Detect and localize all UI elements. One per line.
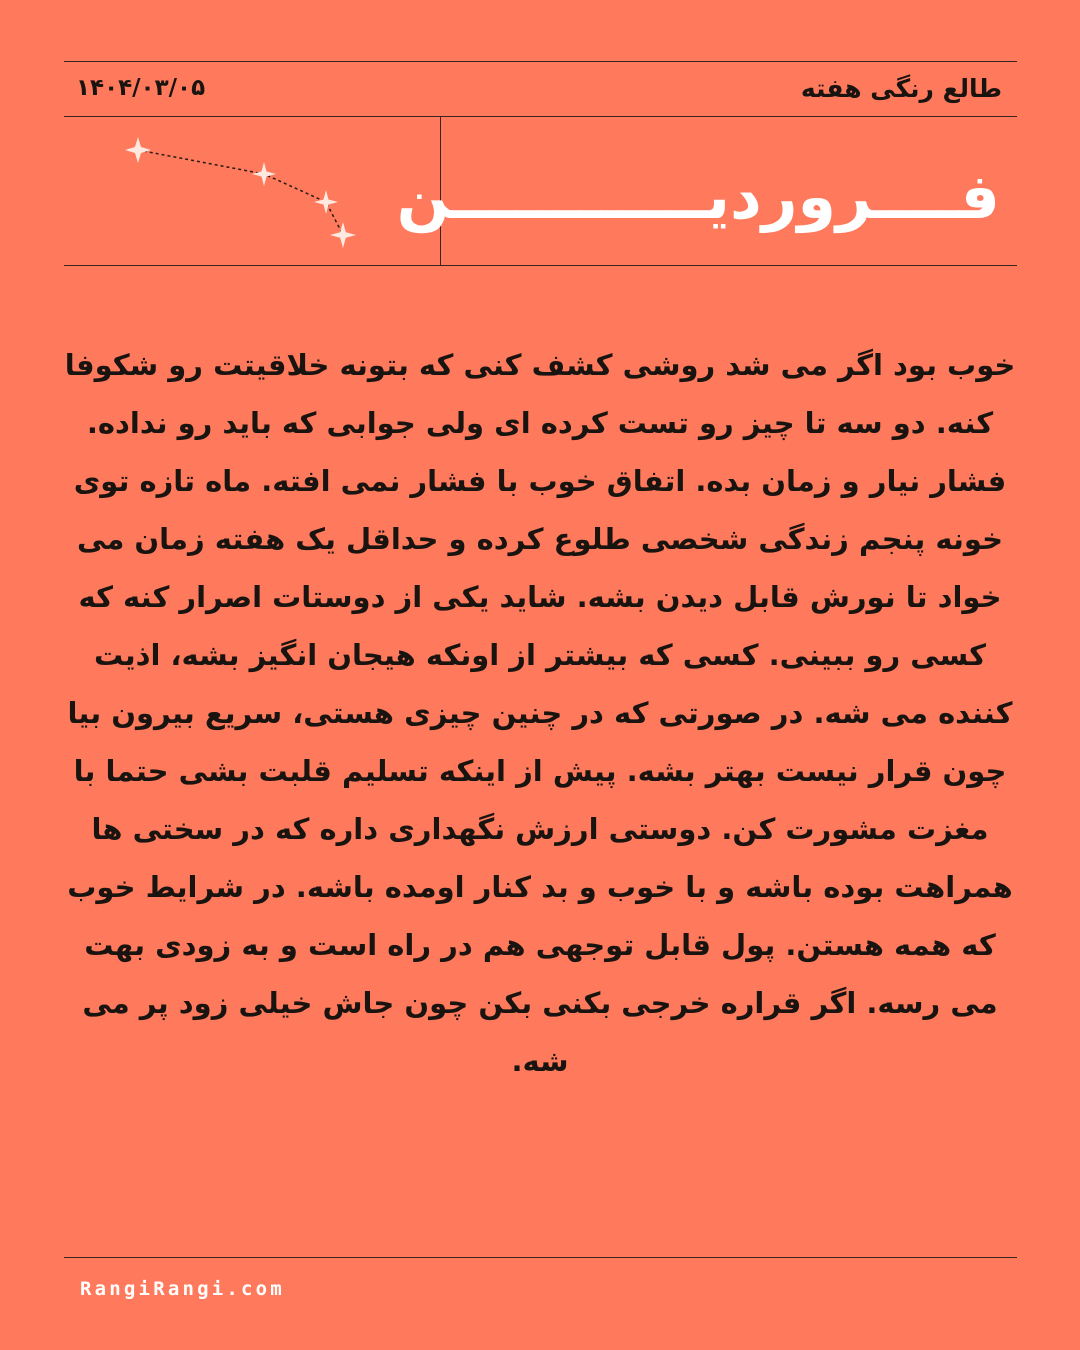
website-link[interactable]: RangiRangi.com — [80, 1278, 285, 1300]
aries-constellation-icon — [118, 128, 368, 256]
sign-divider — [64, 265, 1017, 266]
top-divider — [64, 61, 1017, 62]
page-title: طالع رنگی هفته — [800, 74, 1002, 103]
horoscope-text: خوب بود اگر می شد روشی کشف کنی که بتونه خلاقیتت رو شکوفا کنه. دو سه تا چیز رو تست کرده ای ولی جوابی که باید رو نداده. فشار نیار و زمان بده. اتفاق خوب با فشار نمی افته. ماه تازه توی خونه پنجم زندگی شخصی طلوع کرده و حداقل یک هفته زمان می خواد تا نورش قابل دیدن بشه. شاید یکی از دوستات اصرار کنه که کسی رو ببینی. کسی که بیشتر از اونکه هیجان انگیز بشه، اذیت کننده می شه. در صورتی که در چنین چیزی هستی، سریع بیرون بیا چون قرار نیست بهتر بشه. پیش از اینکه تسلیم قلبت بشی حتما با مغزت مشورت کن. دوستی ارزش نگهداری داره که در سختی ها همراهت بوده باشه و با خوب و بد کنار اومده باشه. در شرایط خوب که همه هستن. پول قابل توجهی هم در راه است و به زودی بهت می رسه. اگر قراره خرجی بکنی بکن چون جاش خیلی زود پر می شه. — [64, 348, 1016, 1078]
zodiac-sign-name: فــــروردیــــــــــــن — [396, 160, 1000, 233]
date-label: ۱۴۰۴/۰۳/۰۵ — [76, 75, 206, 101]
header-divider — [64, 116, 1017, 117]
footer-divider — [64, 1257, 1017, 1258]
